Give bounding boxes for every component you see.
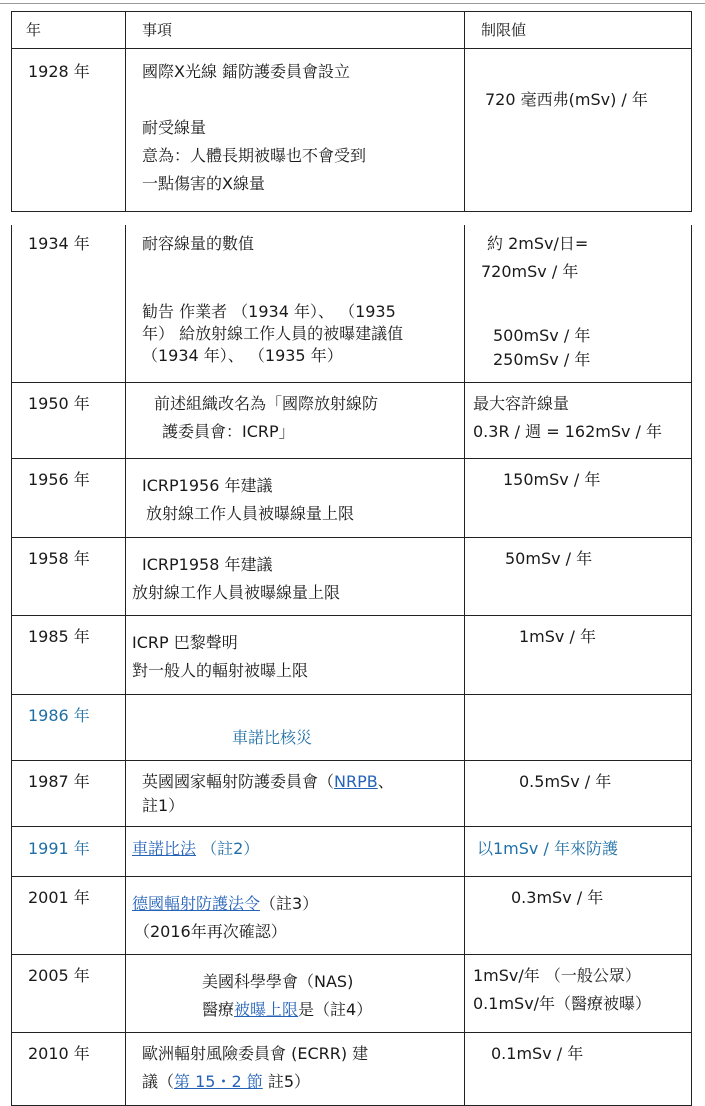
row-item-line: 耐容線量的數值 <box>142 234 255 253</box>
row-limit-line: 720mSv / 年 <box>481 262 579 281</box>
row-year: 1928 年 <box>28 62 90 81</box>
row-limit-line: 約 2mSv/日= <box>487 234 589 253</box>
row-item-line: 勧告 作業者 （1934 年）、 （1935 <box>142 302 396 321</box>
row-item-line: 美國科學學會（NAS) <box>202 972 354 991</box>
row-limit-line: 0.3R / 週 = 162mSv / 年 <box>473 422 663 441</box>
row-year: 2001 年 <box>28 888 90 907</box>
row-item-line: 醫療 <box>202 1000 235 1019</box>
table-row <box>12 955 692 1033</box>
row-limit-line: 500mSv / 年 <box>493 326 591 345</box>
limits-table-bottom <box>11 225 692 1106</box>
row-limit-line: 250mSv / 年 <box>493 350 591 369</box>
row-year: 1991 年 <box>28 839 90 858</box>
table-row <box>12 827 692 877</box>
table-header-row <box>12 12 692 49</box>
top-rule <box>0 3 705 4</box>
row-limit-line: 1mSv/年 （一般公眾） <box>473 966 641 985</box>
row-year: 1985 年 <box>28 627 90 646</box>
row-item-line: （1934 年）、 （1935 年） <box>142 346 343 365</box>
row-year: 1934 年 <box>28 234 90 253</box>
row-item-line: （ <box>318 772 335 791</box>
row-year: 1987 年 <box>28 772 90 791</box>
row-item-line: 放射線工作人員被曝線量上限 <box>132 583 341 602</box>
row-item-line: （註2） <box>201 839 260 858</box>
row-limit-line: 0.3mSv / 年 <box>511 888 604 907</box>
row-item-line: ICRP1956 年建議 <box>142 476 273 495</box>
row-item-line: 註1） <box>142 796 185 815</box>
row-item-line: ICRP 巴黎聲明 <box>132 633 238 652</box>
row-year: 1950 年 <box>28 394 90 413</box>
row-item-line: 英國國家輻射防護委員會 <box>142 772 319 791</box>
chernobyl-law-link[interactable]: 車諾比法 <box>132 839 197 858</box>
row-item-line: 歐洲輻射風險委員會 (ECRR) 建 <box>142 1044 369 1063</box>
section-link[interactable]: 第 15・2 節 <box>174 1072 263 1091</box>
exposure-limit-link[interactable]: 被曝上限 <box>234 1000 299 1019</box>
row-item-line: 護委員會：ICRP」 <box>162 422 295 441</box>
row-item-line: 註5） <box>267 1072 311 1091</box>
table-row <box>12 383 692 459</box>
table-row <box>12 459 692 538</box>
row-item-line: （註3） <box>260 894 319 913</box>
row-item-line: 前述組織改名為「國際放射線防 <box>154 394 379 413</box>
row-item-line: 一點傷害的X線量 <box>142 174 265 193</box>
row-item-line: 意為：人體長期被曝也不會受到 <box>142 146 367 165</box>
header-year: 年 <box>26 21 42 39</box>
row-limit-line: 50mSv / 年 <box>505 549 593 568</box>
row-item-line: 國際X光線 鐳防護委員會設立 <box>142 62 351 81</box>
row-year: 1956 年 <box>28 470 90 489</box>
table-row <box>12 877 692 955</box>
header-item: 事項 <box>142 21 173 39</box>
row-item-line: 車諾比核災 <box>232 728 313 747</box>
nrpb-link[interactable]: NRPB <box>334 772 378 791</box>
table-row <box>12 538 692 616</box>
row-limit-line: 720 毫西弗(mSv) / 年 <box>485 90 648 109</box>
row-limit-line: 最大容許線量 <box>473 394 570 413</box>
table-row <box>12 761 692 827</box>
row-item-line: 是（註4） <box>298 1000 373 1019</box>
row-item-line: ICRP1958 年建議 <box>142 555 273 574</box>
row-limit-line: 150mSv / 年 <box>503 470 601 489</box>
row-item-line: 對一般人的輻射被曝上限 <box>132 661 309 680</box>
row-item-line: 年） 給放射線工作人員的被曝建議值 <box>142 324 404 343</box>
row-year: 1958 年 <box>28 549 90 568</box>
row-limit-line: 以1mSv / 年來防護 <box>477 839 618 858</box>
row-limit-line: 0.1mSv / 年 <box>491 1044 584 1063</box>
row-item-line: （2016年再次確認） <box>134 922 287 941</box>
row-item-line: 放射線工作人員被曝線量上限 <box>146 504 355 523</box>
row-year: 2005 年 <box>28 966 90 985</box>
german-law-link[interactable]: 德國輻射防護法令 <box>132 894 261 913</box>
row-year: 2010 年 <box>28 1044 90 1063</box>
row-limit-line: 1mSv / 年 <box>519 627 596 646</box>
row-year: 1986 年 <box>28 706 90 725</box>
table-row <box>12 695 692 761</box>
table-row <box>12 225 692 383</box>
table-row <box>12 1033 692 1106</box>
row-limit-line: 0.5mSv / 年 <box>519 772 612 791</box>
table-row <box>12 616 692 695</box>
row-item-line: 、 <box>377 772 394 791</box>
limits-table-top <box>11 11 692 212</box>
table-row <box>12 49 692 212</box>
row-item-line: 議（ <box>142 1072 175 1091</box>
row-limit-line: 0.1mSv/年（醫療被曝） <box>473 994 652 1013</box>
header-limit: 制限値 <box>481 21 527 39</box>
row-item-line: 耐受線量 <box>142 118 207 137</box>
